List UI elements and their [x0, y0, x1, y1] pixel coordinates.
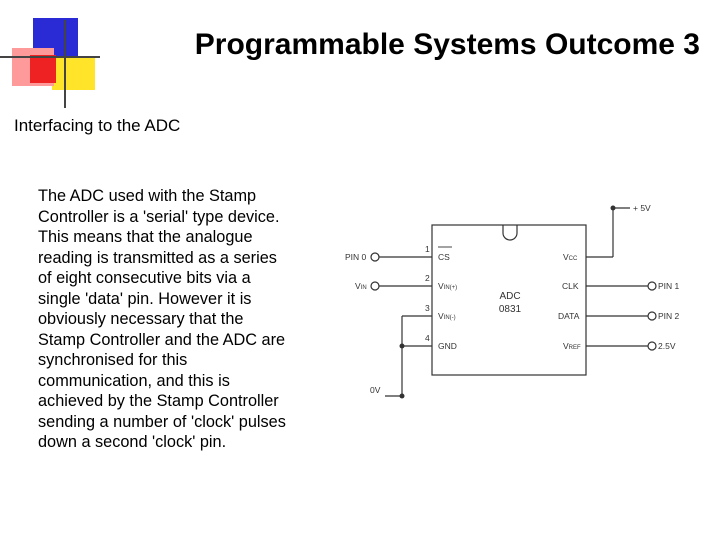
vin-label: VIN [355, 281, 367, 291]
body-line: of eight consecutive bits via a [38, 269, 251, 287]
data-terminal-label: PIN 2 [658, 311, 680, 321]
vin-terminal [371, 282, 379, 290]
junction-dot [611, 206, 616, 211]
pin-number-1: 1 [425, 244, 430, 254]
vin-plus-pin-label: VIN(+) [438, 281, 458, 291]
pin-0-terminal [371, 253, 379, 261]
adc-chip-notch [503, 225, 517, 240]
logo-yellow-square [52, 58, 95, 90]
clk-pin-label: CLK [562, 281, 579, 291]
logo-red-square [30, 55, 56, 83]
body-line: reading is transmitted as a series [38, 248, 277, 267]
body-line: Controller is a 'serial' type device. [38, 207, 280, 226]
chip-part-number: 0831 [498, 304, 522, 315]
body-line: communication, and this is [38, 371, 230, 390]
body-line: Stamp Controller and the ADC are [38, 330, 286, 349]
pin-0-label: PIN 0 [345, 252, 367, 262]
vref-terminal-label: 2.5V [658, 341, 676, 351]
slide-title: Programmable Systems Outcome 3 [194, 28, 700, 61]
body-line: down a second 'clock' pin. [38, 433, 227, 451]
junction-dot [400, 394, 405, 399]
pin-number-3: 3 [425, 303, 430, 313]
slide-subtitle: Interfacing to the ADC [14, 116, 181, 135]
vref-pin-label: VREF [563, 341, 581, 351]
ground-label: 0V [370, 385, 381, 395]
body-paragraph [38, 186, 328, 453]
data-terminal [648, 312, 656, 320]
body-line: synchronised for this [38, 351, 188, 369]
body-line: obviously necessary that the [38, 310, 244, 328]
vref-terminal [648, 342, 656, 350]
vin-minus-pin-label: VIN(-) [438, 311, 456, 321]
adc-circuit-diagram [330, 195, 720, 410]
supply-label: + 5V [633, 203, 651, 213]
junction-dot [400, 344, 405, 349]
vcc-pin-label: VCC [563, 252, 578, 262]
body-line: achieved by the Stamp Controller [38, 392, 279, 410]
pin-number-2: 2 [425, 273, 430, 283]
body-line: sending a number of 'clock' pulses [38, 412, 286, 431]
chip-name: ADC [499, 291, 521, 302]
cs-pin-label: CS [438, 252, 450, 262]
clk-terminal-label: PIN 1 [658, 281, 680, 291]
pin-number-4: 4 [425, 333, 430, 343]
gnd-pin-label: GND [438, 341, 457, 351]
clk-terminal [648, 282, 656, 290]
body-line: The ADC used with the Stamp [38, 187, 257, 205]
data-pin-label: DATA [558, 311, 580, 321]
body-line: This means that the analogue [38, 228, 253, 246]
slide-logo [0, 0, 110, 110]
body-line: single 'data' pin. However it is [38, 289, 252, 308]
